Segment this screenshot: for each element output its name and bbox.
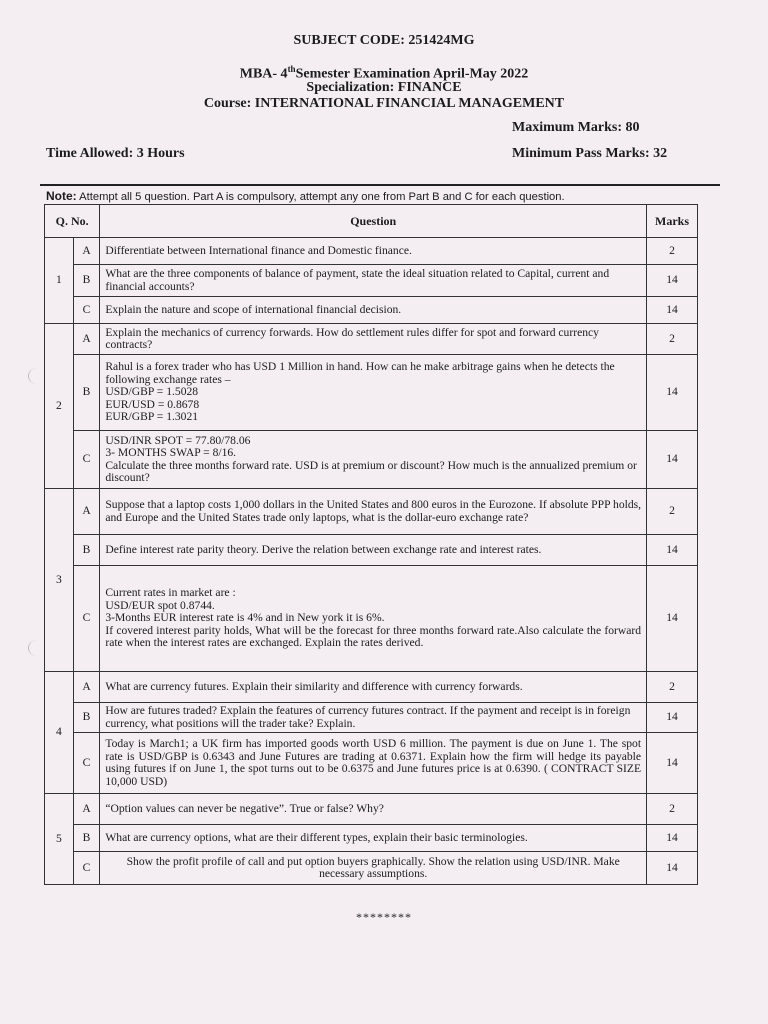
part-label: B (73, 825, 100, 852)
subject-code: SUBJECT CODE: 251424MG (293, 33, 475, 48)
marks-value: 14 (647, 852, 698, 885)
question-number: 3 (45, 489, 74, 672)
marks-value: 2 (647, 489, 698, 535)
marks-value: 14 (647, 297, 698, 324)
note-text: Attempt all 5 question. Part A is compulsory, attempt any one from Part B and C for each question. (76, 191, 565, 203)
col-header-qno: Q. No. (45, 205, 100, 238)
header-divider (40, 184, 720, 186)
note (46, 189, 565, 203)
table-row (45, 794, 698, 825)
table-row (45, 431, 698, 489)
table-row (45, 355, 698, 431)
col-header-marks: Marks (647, 205, 698, 238)
question-text: USD/INR SPOT = 77.80/78.06 3- MONTHS SWAP = 8/16. Calculate the three months forward rate. USD is at premium or discount? How much is the annualized premium or discount? (100, 431, 647, 489)
part-label: C (73, 566, 100, 672)
marks-value: 14 (647, 825, 698, 852)
marks-value: 14 (647, 733, 698, 794)
note-label: Note: (46, 189, 77, 203)
max-marks: Maximum Marks: 80 (512, 120, 640, 135)
question-text: Today is March1; a UK firm has imported goods worth USD 6 million. The payment is due on June 1. The spot rate is USD/GBP is 0.6343 and June Futures are trading at 0.6371. Explain how the firm will hedge its payable using futures if on June 1, the spot turns out to be 0.6375 and June futures price is at 0.6390. ( CONTRACT SIZE 10,000 USD) (100, 733, 647, 794)
table-row (45, 825, 698, 852)
part-label: A (73, 794, 100, 825)
marks-value: 14 (647, 535, 698, 566)
table-row (45, 672, 698, 703)
part-label: C (73, 431, 100, 489)
table-row (45, 297, 698, 324)
part-label: A (73, 489, 100, 535)
question-text: What are currency options, what are their different types, explain their basic terminologies. (100, 825, 647, 852)
table-row (45, 324, 698, 355)
col-header-question: Question (100, 205, 647, 238)
course-title: Course: INTERNATIONAL FINANCIAL MANAGEMENT (203, 96, 565, 111)
question-number: 4 (45, 672, 74, 794)
question-number: 1 (45, 238, 74, 324)
question-text: Rahul is a forex trader who has USD 1 Million in hand. How can he make arbitrage gains when he detects the following exchange rates – USD/GBP = 1.5028 EUR/USD = 0.8678 EUR/GBP = 1.3021 (100, 355, 647, 431)
question-text: Suppose that a laptop costs 1,000 dollars in the United States and 800 euros in the Eurozone. If absolute PPP holds, and Europe and the United States trade only laptops, what is the dollar-euro exchange rate? (100, 489, 647, 535)
table-row (45, 265, 698, 297)
table-row (45, 535, 698, 566)
part-label: C (73, 852, 100, 885)
part-label: B (73, 265, 100, 297)
question-text: Explain the mechanics of currency forwards. How do settlement rules differ for spot and forward currency contracts? (100, 324, 647, 355)
question-number: 2 (45, 324, 74, 489)
table-header-row (45, 205, 698, 238)
question-text: How are futures traded? Explain the features of currency futures contract. If the payment and receipt is in foreign currency, what positions will the trader take? Explain. (100, 703, 647, 733)
marks-value: 14 (647, 355, 698, 431)
exam-sup: th (287, 64, 296, 74)
min-pass-marks: Minimum Pass Marks: 32 (512, 146, 668, 161)
question-text: Current rates in market are : USD/EUR spot 0.8744. 3-Months EUR interest rate is 4% and in New york it is 6%. If covered interest parity holds, What will be the forecast for three months forward rate.Also calculate the forward rate when the interest rates are exchanged. Explain the rates derived. (100, 566, 647, 672)
part-label: A (73, 238, 100, 265)
table-row (45, 733, 698, 794)
specialization: Specialization: FINANCE (306, 80, 462, 95)
exam-prefix: MBA- 4 (239, 66, 288, 82)
question-text: “Option values can never be negative”. True or false? Why? (100, 794, 647, 825)
part-label: A (73, 324, 100, 355)
question-text: What are the three components of balance of payment, state the ideal situation related to Capital, current and financial accounts? (100, 265, 647, 297)
punch-hole-mark (28, 368, 45, 384)
table-row (45, 489, 698, 535)
question-text: Differentiate between International finance and Domestic finance. (100, 238, 647, 265)
table-row (45, 238, 698, 265)
table-row (45, 703, 698, 733)
exam-suffix: Semester Examination April-May 2022 (295, 66, 529, 82)
marks-value: 2 (647, 672, 698, 703)
marks-value: 14 (647, 566, 698, 672)
question-text: Define interest rate parity theory. Derive the relation between exchange rate and interest rates. (100, 535, 647, 566)
part-label: B (73, 535, 100, 566)
question-table (44, 204, 698, 885)
table-row (45, 852, 698, 885)
part-label: C (73, 733, 100, 794)
question-text: Show the profit profile of call and put option buyers graphically. Show the relation using USD/INR. Make necessary assumptions. (100, 852, 647, 885)
marks-value: 14 (647, 703, 698, 733)
time-allowed: Time Allowed: 3 Hours (46, 146, 185, 161)
question-number: 5 (45, 794, 74, 885)
part-label: C (73, 297, 100, 324)
end-mark: ******** (356, 910, 412, 924)
marks-value: 14 (647, 431, 698, 489)
punch-hole-mark (28, 640, 45, 656)
part-label: B (73, 355, 100, 431)
table-row (45, 566, 698, 672)
part-label: A (73, 672, 100, 703)
part-label: B (73, 703, 100, 733)
question-text: What are currency futures. Explain their similarity and difference with currency forwards. (100, 672, 647, 703)
marks-value: 14 (647, 265, 698, 297)
question-text: Explain the nature and scope of international financial decision. (100, 297, 647, 324)
marks-value: 2 (647, 324, 698, 355)
marks-value: 2 (647, 794, 698, 825)
marks-value: 2 (647, 238, 698, 265)
